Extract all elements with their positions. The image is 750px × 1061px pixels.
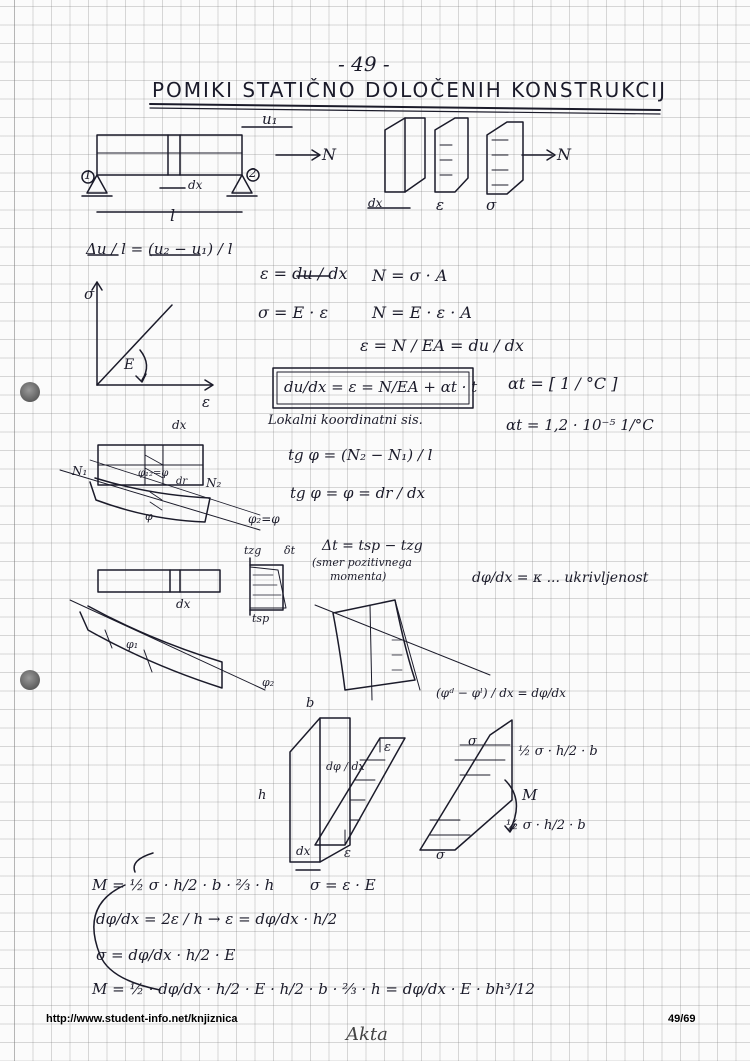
diagram-dr-label: dr xyxy=(176,476,188,487)
moment-half-1: ½ σ · h/2 · b xyxy=(518,744,598,759)
diagram-phi2-label: φ₂=φ xyxy=(248,512,280,526)
node-2-label: 2 xyxy=(249,166,257,180)
diagram-phi-label: φ xyxy=(145,510,153,523)
equation-curvature: dφ/dx = κ ... ukrivljenost xyxy=(472,570,649,586)
element-dx-label: dx xyxy=(368,196,383,210)
equation-hooke: σ = E · ε xyxy=(258,303,329,322)
equation-moment-3: σ = dφ/dx · h/2 · E xyxy=(96,946,236,964)
section-h-label: h xyxy=(258,788,267,803)
equation-tg-phi-2: tg φ = φ = dr / dx xyxy=(290,484,426,502)
equation-moment-1: M = ½ σ · h/2 · b · ⅔ · h xyxy=(92,876,275,894)
node-1-label: 1 xyxy=(84,168,92,182)
temp-tzg-label: tzg xyxy=(244,544,262,557)
element-force-label: N xyxy=(557,145,571,164)
equation-axial-force: N = σ · A xyxy=(372,266,448,285)
section-dx-label: dx xyxy=(296,844,311,858)
section-eps2-label: ε xyxy=(344,846,351,861)
graph-slope-label: E xyxy=(124,357,135,373)
equation-sigma-eps-e: σ = ε · E xyxy=(310,876,376,894)
diagram-n2-label: N₂ xyxy=(206,476,222,490)
boxed-equation: du/dx = ε = N/EA + αt · t xyxy=(284,378,478,396)
section-eps-label: ε xyxy=(384,740,391,755)
dx-label: dx xyxy=(188,178,203,192)
diagram-dx2-label: dx xyxy=(176,597,191,611)
diagram-phi12-label: φ₁₂=φ xyxy=(138,468,169,479)
footer-page-count: 49/69 xyxy=(668,1013,696,1025)
diagram-n1-label: N₁ xyxy=(72,464,88,478)
moment-half-2: ½ σ · h/2 · b xyxy=(506,818,586,833)
section-dphi-label: dφ / dx xyxy=(326,760,365,773)
temp-tsp-label: tsp xyxy=(252,612,270,625)
section-b-label: b xyxy=(306,696,315,711)
equation-strain: ε = du / dx xyxy=(260,264,348,283)
page-number: - 49 - xyxy=(338,52,390,76)
diagram-phi1-label: φ₁ xyxy=(126,638,139,651)
graph-y-label: σ xyxy=(84,285,95,303)
length-label: l xyxy=(170,206,176,225)
force-label: N xyxy=(322,145,336,164)
equation-moment-4: M = ½ · dφ/dx · h/2 · E · h/2 · b · ⅔ · h = dφ/dx · E · bh³/12 xyxy=(92,980,535,998)
equation-strain-ratio: ε = N / EA = du / dx xyxy=(360,336,524,355)
diagram-phi3-label: φ₂ xyxy=(262,676,275,689)
section-sigma2-label: σ xyxy=(436,848,445,863)
moment-label: M xyxy=(522,786,538,804)
graph-x-label: ε xyxy=(202,393,211,411)
displacement-label: u₁ xyxy=(262,110,278,128)
delta-t-note-1: (smer pozitivnega xyxy=(312,556,412,569)
local-coordinate-system: Lokalni koordinatni sis. xyxy=(268,413,423,428)
section-sigma-label: σ xyxy=(468,734,477,749)
element-sigma-label: σ xyxy=(486,196,497,214)
element-eps-label: ε xyxy=(436,196,445,214)
equation-delta-t: Δt = tsp − tzg xyxy=(322,538,423,554)
brand-logo: Akta xyxy=(346,1024,388,1045)
equation-moment-2: dφ/dx = 2ε / h → ε = dφ/dx · h/2 xyxy=(96,910,338,928)
equation-n-e-eps-a: N = E · ε · A xyxy=(372,303,472,322)
delta-t-note-2: momenta) xyxy=(330,570,387,583)
page-title: POMIKI STATIČNO DOLOČENIH KONSTRUKCIJ xyxy=(152,78,668,102)
alpha-value: αt = 1,2 · 10⁻⁵ 1/°C xyxy=(506,416,654,434)
equation-delta-u: Δu / l = (u₂ − u₁) / l xyxy=(86,240,233,258)
diagram-dx-label: dx xyxy=(172,418,187,432)
equation-curvature-2: (φᵈ − φˡ) / dx = dφ/dx xyxy=(436,686,566,700)
temp-dt-label: δt xyxy=(284,544,296,557)
equation-tg-phi-1: tg φ = (N₂ − N₁) / l xyxy=(288,446,433,464)
alpha-unit: αt = [ 1 / °C ] xyxy=(508,374,618,393)
footer-url[interactable]: http://www.student-info.net/knjiznica xyxy=(46,1013,238,1025)
